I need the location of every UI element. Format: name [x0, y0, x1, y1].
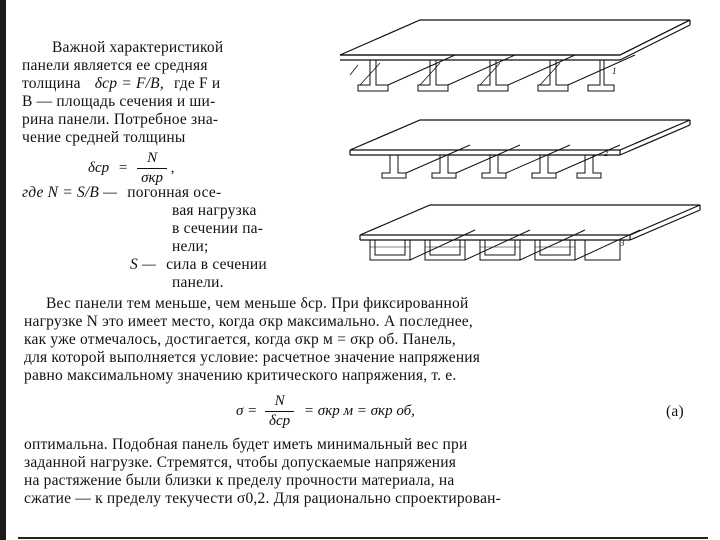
s-prefix: S — — [130, 256, 157, 273]
where-line-3: в сечении па- — [172, 220, 264, 237]
s-line-1 — [130, 257, 267, 273]
formula-thickness: δср = $\frac{N}{\text{σкр}}$ , — [88, 150, 175, 186]
formula-thickness-comma: , — [170, 159, 175, 176]
left-line-2: панели является ее средняя — [22, 57, 208, 74]
left-line-4: B — площадь сечения и ши- — [22, 93, 216, 110]
equation-a-rhs: = σкр м = σкр об, — [303, 402, 415, 419]
body-p2-line-2: заданной нагрузке. Стремятся, чтобы допускаемые напряжения — [24, 454, 457, 471]
panel-2-drawing — [350, 120, 690, 178]
body-p1-line-5: равно максимальному значению критического напряжения, т. е. — [24, 367, 457, 384]
left-line-5: рина панели. Потребное зна- — [22, 111, 219, 128]
left-line-3 — [22, 76, 220, 92]
where-line-2: вая нагрузка — [172, 202, 257, 219]
figure-label-2: 2 — [604, 148, 609, 158]
figure-label-3: 3 — [620, 238, 625, 248]
scan-edge-shadow — [0, 0, 6, 540]
left-line-6: чение средней толщины — [22, 129, 186, 146]
where-line-4: нели; — [172, 238, 209, 255]
body-p1-line-4: для которой выполняется условие: расчетное значение напряжения — [24, 349, 481, 366]
equation-a-num: N — [265, 393, 294, 412]
left-line-3-tail: где F и — [173, 75, 221, 92]
panel-3-drawing — [360, 205, 700, 260]
equation-a-den: δср — [269, 413, 291, 429]
body-p2-line-4: сжатие — к пределу текучести σ0,2. Для рационально спроектирован- — [24, 490, 502, 507]
s-text-1: сила в сечении — [166, 256, 267, 273]
body-p1-line-3: как уже отмечалось, достигается, когда σкр м = σкр об. Панель, — [24, 331, 456, 348]
body-p1-line-2: нагрузке N это имеет место, когда σкр максимально. А последнее, — [24, 313, 473, 330]
left-formula-avg-thickness: δср = F/B, — [94, 75, 164, 92]
formula-thickness-lhs: δср — [88, 159, 110, 176]
body-p1-line-1: Вес панели тем меньше, чем меньше δср. При фиксированной — [46, 295, 469, 312]
equation-a-lhs: σ = — [236, 402, 258, 419]
formula-thickness-num: N — [137, 150, 167, 169]
bottom-edge-line — [18, 537, 708, 539]
panel-1-drawing — [340, 20, 690, 91]
left-line-3-word: толщина — [22, 75, 81, 92]
body-p2-line-1: оптимальна. Подобная панель будет иметь минимальный вес при — [24, 436, 468, 453]
formula-thickness-den: σкр — [141, 170, 164, 186]
body-p2-line-3: на растяжение были близки к пределу прочности материала, на — [24, 472, 455, 489]
equation-a-fraction — [265, 393, 294, 430]
where-prefix: где N = S/B — — [22, 184, 118, 201]
where-line-1 — [22, 185, 221, 201]
panel-figure — [330, 15, 710, 290]
figure-label-1: 1 — [612, 66, 617, 76]
left-line-1: Важной характеристикой — [52, 39, 224, 56]
where-text-1: погонная осе- — [127, 184, 222, 201]
s-line-2: панели. — [172, 274, 224, 291]
equation-a-tag: (а) — [666, 403, 684, 420]
formula-thickness-fraction — [137, 150, 167, 187]
equation-a — [236, 393, 415, 430]
